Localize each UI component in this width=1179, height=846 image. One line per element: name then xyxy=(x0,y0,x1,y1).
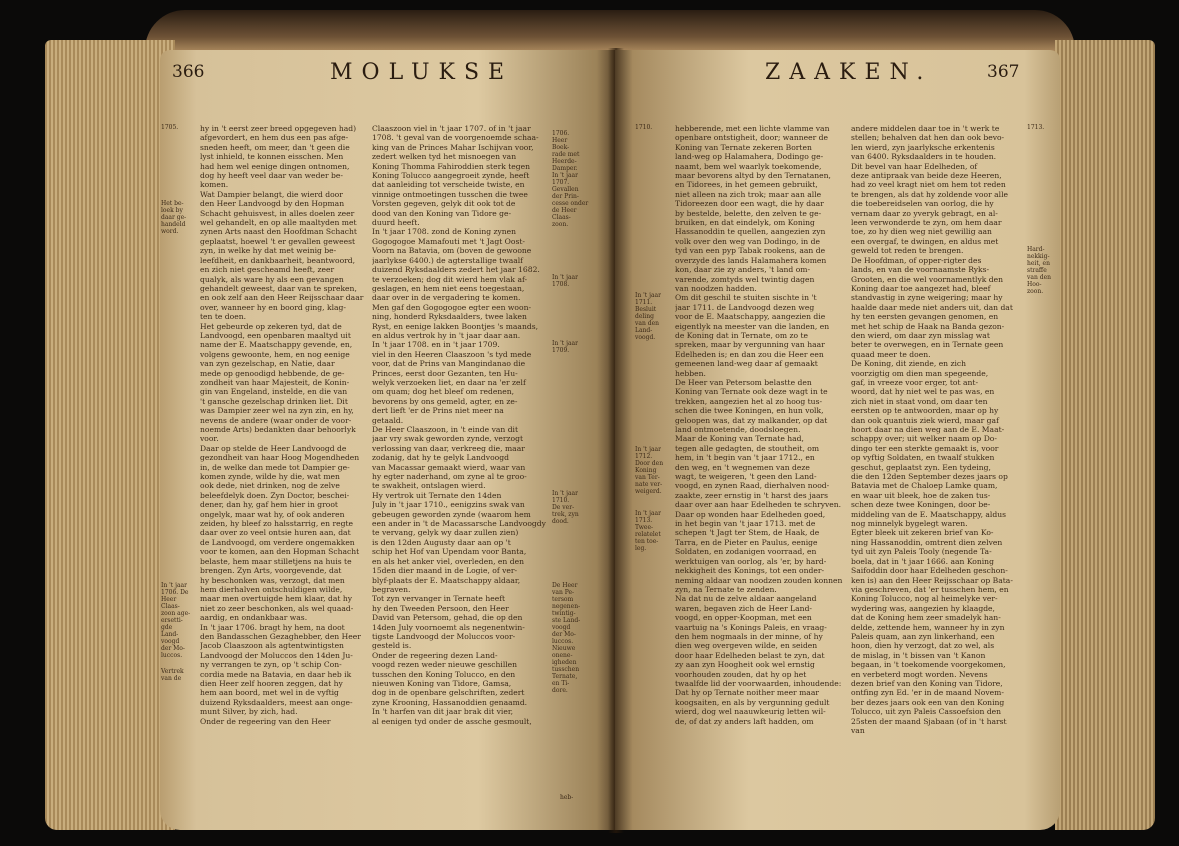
text-line: jaar vry swak geworden zynde, verzogt xyxy=(372,434,523,444)
text-line: zyn, in welke hy dat met weinig be- xyxy=(200,246,337,256)
text-line: duizend Ryksdaalders, meest aan onge- xyxy=(200,697,353,707)
text-line: den Bandasschen Gezaghebber, den Heer xyxy=(200,631,361,641)
text-line: komen. xyxy=(200,180,229,190)
text-line: gehandelt geweest, daar van te spreken, xyxy=(200,283,357,293)
margin-note: Hard- nekkig- heit, en straffe van den Hoo- zoon. xyxy=(1027,246,1051,295)
text-line: delde, zettende hem, wanneer hy in zyn xyxy=(851,622,1005,632)
margin-note: 1710. xyxy=(635,124,653,131)
text-line: Hassanoddin te quellen, aangezien zyn xyxy=(675,227,826,237)
text-line: Batavia met de Chaloep Lamke quam, xyxy=(851,481,998,491)
text-line: den weg, en 't wegnemen van deze xyxy=(675,462,810,472)
text-line: Koning daar toe aangezet had, bleef xyxy=(851,283,991,293)
catchword: heb- xyxy=(560,794,574,801)
text-line: duizend Ryksdaalders zedert het jaar 1682. xyxy=(372,265,540,275)
text-line: hem, in 't begin van 't jaar 1712., en xyxy=(675,453,815,463)
text-line: andere middelen daar toe in 't werk te xyxy=(851,124,1000,133)
text-line: David van Petersom, gehad, die op den xyxy=(372,613,523,623)
text-line: viel in den Heeren Claaszoon 's tyd mede xyxy=(372,349,532,359)
text-line: wagt, te weigeren, 't geen den Land- xyxy=(675,472,817,482)
text-line: volk over den weg van Dodingo, in de xyxy=(675,236,820,246)
text-line: In 't harfen van dit jaar brak dit vier, xyxy=(372,707,514,717)
text-line: naamt, bem wel waarlyk toekomende, xyxy=(675,161,822,171)
text-line: verlossing van daar, verkreeg die, maar xyxy=(372,443,525,453)
text-line: vinnige ontmoetingen tusschen die twee xyxy=(372,189,528,199)
text-line: De Heer Claaszoon, in 't einde van dit xyxy=(372,425,519,434)
text-line: dingo ter een sterkte gemaakt is, voor xyxy=(851,443,999,453)
text-line: ontfing zyn Ed. 'er in de maand Novem- xyxy=(851,688,1004,698)
text-line: twaalfde lid der voorwaarden, inhoudende: xyxy=(675,678,842,688)
text-line: In 't jaar 1706. bragt hy hem, na doot xyxy=(200,622,345,632)
text-line: en ook zelf aan den Heer Reijsschaar daar xyxy=(200,293,364,303)
text-line: vernam daar zo yveryk gebragt, en al- xyxy=(851,208,998,218)
text-line: koogsaiten, en als by vergunning gedult xyxy=(675,697,830,707)
text-line: van zyn gezelschap, en Natie, daar xyxy=(200,359,335,369)
text-line: over, wanneer hy en boord ging, klag- xyxy=(200,302,346,312)
text-line: hem dierhalven ontschuldigen wilde, xyxy=(200,584,343,594)
text-line: nevens de andere (waar onder de voor- xyxy=(200,415,352,425)
text-line: had hem wel eenige dingen ontnomen, xyxy=(200,161,350,171)
text-line: de mislag, in 't bissen van 't Kanon xyxy=(851,650,986,660)
text-line: via geschreven, dat 'er tusschen hem, en xyxy=(851,584,1009,594)
text-line: voogd rezen weder nieuwe geschillen xyxy=(372,660,518,670)
text-line: tegen alle gedagten, de stoutheit, om xyxy=(675,443,820,453)
text-line: Daar op wonden haar Edelheden goed, xyxy=(675,509,826,519)
text-line: Paleis quam, aan zyn linkerhand, een xyxy=(851,631,995,641)
text-line: beleefdelyk doen. Zyn Doctor, beschei- xyxy=(200,490,350,500)
text-line: die den 12den September dezes jaars op xyxy=(851,472,1008,482)
text-line: om quam; dog het bleef om redenen, xyxy=(372,387,515,397)
text-line: Onder de regeering dezen Land- xyxy=(372,650,498,660)
text-line: duurd heeft. xyxy=(372,218,420,228)
text-line: belaste, hem maar stilletjens na huis te xyxy=(200,556,352,566)
text-line: Jacob Claaszoon als agtentwintigsten xyxy=(200,641,344,651)
text-line: maar bevorens altyd by den Ternatanen, xyxy=(675,171,831,181)
text-line: mede op genoodigd hebbende, de ge- xyxy=(200,368,345,378)
text-line: standvastig in zyne weigering; maar hy xyxy=(851,293,1003,303)
text-line: nog minnelyk bygelegt waren. xyxy=(851,519,968,529)
margin-note: 1705. xyxy=(161,124,179,131)
margin-note: In 't jaar 1712. Door den Koning van Ter- nate ver- weigerd. xyxy=(635,446,664,495)
text-column-left xyxy=(675,124,845,774)
text-line: hy in 't eerst zeer breed opgegeven had) xyxy=(200,124,357,133)
margin-note: 1706. Heer Boek- rade met Heerde- Damper. In 't jaar 1707. Gevallen der Prin- cesse onder de Heer Claas- zoon. xyxy=(552,130,589,228)
text-line: de, of dat zy anders laft hadden, om xyxy=(675,716,814,726)
text-line: en waar uit bleek, hoe de zaken tus- xyxy=(851,490,991,500)
text-line: had zo veel kragt niet om hem tot reden xyxy=(851,180,1006,190)
text-line: De Hoofdman, of opper-rigter des xyxy=(851,255,982,265)
text-line: gezondheit van haar Hoog Mogendheden xyxy=(200,453,360,463)
text-line: De Koning, dit ziende, en zich xyxy=(851,359,967,369)
text-line: Tot zyn vervanger in Ternate heeft xyxy=(372,594,506,604)
text-line: voogd, en zynen Raad, dierhalven nood- xyxy=(675,481,830,491)
text-line: dien weg overgeven wilde, en seiden xyxy=(675,641,818,651)
text-line: afgevordert, en hem dus een pas afge- xyxy=(200,133,349,143)
text-line: gin van Engeland, instelde, en die van xyxy=(200,387,348,397)
text-line: ning Hassanoddin, omtrent dien zelven xyxy=(851,537,1003,547)
text-line: De Heer van Petersom belastte den xyxy=(675,377,812,387)
text-line: voorzigtig om dien man spegeende, xyxy=(851,368,989,378)
text-column-right xyxy=(851,124,1021,774)
text-line: gebeugen geworden zynde (waarom hem xyxy=(372,509,531,519)
text-line: op vyftig Soldaten, en twaalf stukken xyxy=(851,453,995,463)
text-line: hem aan boord, met wel in de vyftig xyxy=(200,688,339,698)
text-line: die toebereidselen van oorlog, die hy xyxy=(851,199,994,209)
text-line: Tarra, en de Pieter en Paulus, eenige xyxy=(675,537,818,547)
text-line: openbare ontstigheit, door; wanneer de xyxy=(675,133,828,143)
text-line: land ontmoetende, doodsloegen. xyxy=(675,425,801,434)
margin-note: In 't jaar 1711. Besluit deling van den Land- voogd. xyxy=(635,292,661,341)
text-line: nieuwen Koning van Tidore, Gamsa, xyxy=(372,678,512,688)
text-line: geplaatst, hoewel 't er gevallen geweest xyxy=(200,236,356,246)
text-line: en als het anker viel, overleden, en den xyxy=(372,556,524,566)
text-line: Gogogogoe Mamafouti met 't Jagt Oost- xyxy=(372,236,525,246)
text-line: Vorsten gegeven, gelyk dit ook tot de xyxy=(372,199,516,209)
text-line: in het begin van 't jaar 1713. met de xyxy=(675,519,816,529)
text-line: te verzoeken; dog dit wierd hem vlak af- xyxy=(372,274,528,284)
text-line: haalde daar mede niet anders uit, dan dat xyxy=(851,302,1013,312)
text-line: wierd, dog wel naauwkeurig letten wil- xyxy=(675,707,826,717)
margin-note: Vertrek van de xyxy=(161,668,184,682)
text-line: Landvoogd der Moluccos den 14den Ju- xyxy=(200,650,353,660)
right-page-stack xyxy=(1055,40,1155,830)
text-line: 't gansche gezelschap drinken liet. Dit xyxy=(200,396,348,406)
text-line: overzyde des lands Halamahera komen xyxy=(675,255,827,265)
text-column-left xyxy=(200,124,368,784)
text-line: en Tidorees, in het gemeen gebruikt, xyxy=(675,180,818,190)
text-line: schen die twee Koningen, en hun volk, xyxy=(675,406,824,416)
text-line: dener, dan hy, gaf hem hier in groot xyxy=(200,500,338,510)
text-line: niet zo zeer beschonken, als wel quaad- xyxy=(200,603,354,613)
text-line: July in 't jaar 1710., eenigzins swak van xyxy=(372,500,525,510)
margin-note: In 't jaar 1706. De Heer Claas- zoon age- ersetti- gde Land- voogd der Mo- luccos. xyxy=(161,582,191,659)
text-line: Dit bevel van haar Edelheden, of xyxy=(851,161,978,171)
text-line: den Heer Landvoogd by den Hopman xyxy=(200,199,345,209)
text-line: zodanig, dat hy te gelyk Landvoogd xyxy=(372,453,509,463)
text-line: Men gaf den Gogogogoe egter een woon- xyxy=(372,302,532,312)
text-line: voogd, en opper-Koopman, met een xyxy=(675,613,812,623)
text-line: jaar 1711. de Landvoogd dezen weg xyxy=(675,302,815,312)
text-line: hebberende, met een lichte vlamme van xyxy=(675,124,830,133)
text-line: Soldaten, en zodanigen voorraad, en xyxy=(675,547,817,557)
text-line: geweld tot reden te brengen. xyxy=(851,246,964,256)
text-line: is den 12den Augusty daar aan op 't xyxy=(372,537,511,547)
text-line: zyn, na Ternate te zenden. xyxy=(675,584,777,594)
text-line: tyd van een pyp Tabak rookens, aan de xyxy=(675,246,826,256)
margin-note: De Heer van Pe- tersom negenen- twintig- ste Land- voogd der Mo- luccos. Nieuwe onene- igheden tusschen Ternate, en Ti- dore. xyxy=(552,582,581,694)
text-line: zaakte, zeer ernstig in 't harst des jaars xyxy=(675,490,829,500)
text-line: Tidoreezen door een wagt, die hy daar xyxy=(675,199,824,209)
text-line: dat aanleiding tot verscheide twiste, en xyxy=(372,180,525,190)
text-line: spreken, maar by vergunning van haar xyxy=(675,340,825,350)
text-line: Saifoddin door haar Edelheden geschon- xyxy=(851,566,1008,576)
text-line: en zich niet gescheamd heeft, zeer xyxy=(200,265,335,275)
text-line: sneden heeft, om meer, dan 't geen die xyxy=(200,142,350,152)
text-line: de Koning dat in Ternate, om zo te xyxy=(675,330,808,340)
text-line: hy ten eersten gevangen genomen, en xyxy=(851,312,999,322)
text-line: Egter bleek uit zekeren brief van Ko- xyxy=(851,528,994,538)
text-line: schen deze twee Koningen, door be- xyxy=(851,500,991,510)
text-line: een ander in 't de Macassarsche Landvoogdy xyxy=(372,519,546,529)
text-line: daar over in de vergadering te komen. xyxy=(372,293,521,303)
text-line: van Macassar gemaakt wierd, waar van xyxy=(372,462,526,472)
text-line: komen zynde, wilde hy die, wat men xyxy=(200,472,340,482)
text-line: ken is) aan den Heer Reijsschaar op Bata- xyxy=(851,575,1013,585)
text-line: hoort daar na dien weg aan de E. Maat- xyxy=(851,425,1005,434)
text-line: dat de Koning hem zeer smadelyk han- xyxy=(851,613,1001,623)
text-line: cordia mede na Batavia, en daar heb ik xyxy=(200,669,352,679)
text-line: 25sten der maand Sjabaan (of in 't harst xyxy=(851,716,1007,726)
text-line: Koning Thomma Fahiroddien sterk tegen xyxy=(372,161,531,171)
text-line: nekkigheit des Konings, tot een onder- xyxy=(675,566,825,576)
text-line: lyst inhield, te konnen eisschen. Men xyxy=(200,152,344,162)
margin-note: In 't jaar 1713. Twee- relatelet ten toe- leg. xyxy=(635,510,661,552)
right-page xyxy=(615,50,1060,830)
text-line: trekken, aangezien het al zo hoog tus- xyxy=(675,396,823,406)
text-line: aardig, en ondankbaar was. xyxy=(200,613,308,623)
text-line: deze antipraak van beide deze Heeren, xyxy=(851,171,1002,181)
text-line: schip het Hof van Upendam voor Banta, xyxy=(372,547,527,557)
text-line: hebben. xyxy=(675,368,706,378)
text-line: voor de E. Maatschappy, aangezien die xyxy=(675,312,826,322)
text-line: quaad meer te doen. xyxy=(851,349,931,359)
text-line: van 6400. Ryksdaalders in te houden. xyxy=(851,152,996,162)
text-line: den wierd, om daar zyn misslag wat xyxy=(851,330,990,340)
text-line: Koning van Ternate zekeren Borten xyxy=(675,142,812,152)
page-header: ZAAKEN. xyxy=(765,60,933,85)
margin-note: 1713. xyxy=(1027,124,1045,131)
text-line: In 't jaar 1708. zond de Koning zynen xyxy=(372,227,517,237)
text-line: Maar de Koning van Ternate had, xyxy=(675,434,804,444)
text-line: hoon, dien hy verzogt, dat zo wel, als xyxy=(851,641,995,651)
text-line: ten te doen. xyxy=(200,312,247,322)
text-line: Onder de regeering van den Heer xyxy=(200,716,331,726)
text-line: Dat hy op Ternate noither meer maar xyxy=(675,688,819,698)
text-line: by bestelde, belette, den zelven te ge- xyxy=(675,208,822,218)
open-book xyxy=(20,0,1170,846)
text-line: zondheit van haar Majesteit, de Konin- xyxy=(200,377,350,387)
text-line: zich niet in staat vond, om daar ten xyxy=(851,396,988,406)
left-page xyxy=(160,50,615,830)
text-line: schappy over; uit welker naam op Do- xyxy=(851,434,997,444)
text-line: king van de Princes Mahar Ischijvan voor, xyxy=(372,142,534,152)
text-line: varende, zomtyds wel twintig dagen xyxy=(675,274,815,284)
text-line: Hy vertrok uit Ternate den 14den xyxy=(372,490,502,500)
text-line: 15den dier maand in de Logie, of ver- xyxy=(372,566,518,576)
text-line: geslagen, en hem niet eens toegestaan, xyxy=(372,283,525,293)
text-line: In 't jaar 1708. en in 't jaar 1709. xyxy=(372,340,500,350)
text-line: volgens gewoonte, hem, en nog eenige xyxy=(200,349,350,359)
left-page-stack xyxy=(45,40,175,830)
text-line: gesteld is. xyxy=(372,641,412,651)
text-line: zyne Krooning, Hassanoddien genaamd. xyxy=(372,697,528,707)
text-line: bruiken, en dat eindelyk, om Koning xyxy=(675,218,815,228)
text-line: wel gehandelt, en op alle maaltyden met xyxy=(200,218,357,228)
text-line: toe, zo hy dien weg niet gewillig aan xyxy=(851,227,992,237)
text-line: kon, daar zie zy anders, 't land om- xyxy=(675,265,811,275)
text-line: Schacht gehuisvest, in alles doelen zeer xyxy=(200,208,355,218)
text-line: te swakheit, ontslagen wierd. xyxy=(372,481,486,491)
text-line: een overgaf, te dwingen, en aldus met xyxy=(851,236,999,246)
text-line: boela, dat in 't jaar 1666. aan Koning xyxy=(851,556,994,566)
text-line: Tolucco, uit zyn Paleis Cassoefsion den xyxy=(851,707,1002,717)
text-column-right xyxy=(372,124,548,804)
text-line: Princes, eerst door Gezanten, ten Hu- xyxy=(372,368,518,378)
margin-note: In 't jaar 1708. xyxy=(552,274,578,288)
text-line: Ryst, en eenige lakken Boontjes 's maands, xyxy=(372,321,539,331)
text-line: Koning van Ternate ook deze wagt in te xyxy=(675,387,828,397)
text-line: blyf-plaats der E. Maatschappy aldaar, xyxy=(372,575,521,585)
text-line: vaartuig na 's Konings Paleis, en vraag- xyxy=(675,622,827,632)
text-line: Koning Tolucco, nog al heimelyke ver- xyxy=(851,594,998,604)
text-line: ook dede, niet drinken, nog de zelve xyxy=(200,481,340,491)
text-line: met het schip de Haak na Banda gezon- xyxy=(851,321,1005,331)
text-line: bevorens by ons gemeld, agter, en ze- xyxy=(372,396,518,406)
text-line: stellen; behalven dat hen dan ook bevo- xyxy=(851,133,1005,143)
text-line: zy aan zyn Hoogheit ook wel ernstig xyxy=(675,660,815,670)
text-line: hy beschonken was, verzogt, dat men xyxy=(200,575,345,585)
text-line: geloopen was, dat zy malkander, op dat xyxy=(675,415,828,425)
text-line: dan ook quantuis ziek wierd, maar gaf xyxy=(851,415,999,425)
text-line: tusschen den Koning Tolucco, en den xyxy=(372,669,516,679)
text-line: brengen. Zyn Arts, voorgevende, dat xyxy=(200,566,342,576)
text-line: door haar Edelheden belast te zyn, dat xyxy=(675,650,825,660)
text-line: land-weg op Halamahera, Dodingo ge- xyxy=(675,152,824,162)
text-line: voor te komen, aan den Hopman Schacht xyxy=(200,547,360,557)
text-line: beter te overwegen, en in Ternate geen xyxy=(851,340,1004,350)
text-line: hy egter naderhand, om zyne al te groo- xyxy=(372,472,527,482)
text-line: en aldus vertrok hy in 't jaar daar aan. xyxy=(372,330,521,340)
text-line: voor. xyxy=(200,434,219,444)
text-line: was Dampier zeer wel na zyn zin, en hy, xyxy=(200,406,354,416)
text-line: gemeenen land-weg daar af gemaakt xyxy=(675,359,818,369)
text-line: eigentlyk na meester van die landen, en xyxy=(675,321,830,331)
text-line: leefdheit, en dankbaarheit, beantwoord, xyxy=(200,255,356,265)
text-line: zeiden, hy bleef zo halsstarrig, en regte xyxy=(200,519,354,529)
text-line: ning, honderd Ryksdaalders, twee laken xyxy=(372,312,527,322)
text-line: wydering was, aangezien hy klaagde, xyxy=(851,603,995,613)
text-line: geschut, geplaatst zyn. Een tydeing, xyxy=(851,462,991,472)
text-line: 14den July voornoemt als negenentwin- xyxy=(372,622,525,632)
text-line: Koning Tolucco aangegroeit zynde, heeft xyxy=(372,171,530,181)
text-line: qualyk, als ware hy als een gevangen xyxy=(200,274,344,284)
text-line: gaf, in vreeze voor erger, tot ant- xyxy=(851,377,979,387)
text-line: Edelheden is; en dan zou die Heer een xyxy=(675,349,824,359)
text-line: Grooten, en die wel voornamentlyk den xyxy=(851,274,1004,284)
text-line: hy den Tweeden Persoon, den Heer xyxy=(372,603,509,613)
text-line: begraven. xyxy=(372,584,411,594)
text-line: voor, dat de Prins van Mangindanao die xyxy=(372,359,526,369)
text-line: leen verwonderde te zyn, om hem daar xyxy=(851,218,1002,228)
text-line: Het gebeurde op zekeren tyd, dat de xyxy=(200,321,342,331)
text-line: de Landvoogd, om verdere ongemakken xyxy=(200,537,355,547)
text-line: en verbeterd mogt worden. Nevens xyxy=(851,669,988,679)
text-line: schepen 't Jagt ter Stem, de Haak, de xyxy=(675,528,820,538)
text-line: van xyxy=(851,726,865,735)
text-line: len wierd, zyn jaarlyksche erkentenis xyxy=(851,142,995,152)
text-line: Landvoogd, een openbaren maaltyd uit xyxy=(200,330,351,340)
text-line: dog in de openbare gelschriften, zedert xyxy=(372,688,525,698)
text-line: Voorn na Batavia, om (boven de gewoone xyxy=(372,246,532,256)
text-line: munt Silver, by zich, had. xyxy=(200,707,298,717)
page-number: 366 xyxy=(172,62,205,82)
text-line: Claaszoon viel in 't jaar 1707. of in 't jaar xyxy=(372,124,531,133)
text-line: den hem nogmaals in der minne, of hy xyxy=(675,631,823,641)
text-line: al eenigen tyd onder de assche gesmoult, xyxy=(372,716,532,726)
margin-note: In 't jaar 1709. xyxy=(552,340,578,354)
margin-note: Het be- loek by daar ge- handeld word. xyxy=(161,200,187,235)
text-line: noemde Arts) bedankten daar behoorlyk xyxy=(200,425,356,434)
text-line: woord, dat hy niet wel te pas was, en xyxy=(851,387,995,397)
text-line: dood van den Koning van Tidore ge- xyxy=(372,208,512,218)
text-line: tyd uit zyn Paleis Tooly (negende Ta- xyxy=(851,547,992,557)
text-line: welyk verzoeken liet, en daar na 'er zelf xyxy=(372,377,526,387)
text-line: Om dit geschil te stuiten sischte in 't xyxy=(675,293,817,303)
text-line: ber dezes jaars ook een van den Koning xyxy=(851,697,1005,707)
text-line: begaan, in 't toekomende voorgekomen, xyxy=(851,660,1006,670)
page-header: MOLUKSE xyxy=(330,60,514,85)
text-line: dert lieft 'er de Prins niet meer na xyxy=(372,406,504,416)
text-line: in, de welke dan mede tot Dampier ge- xyxy=(200,462,350,472)
text-line: tigste Landvoogd der Moluccos voor- xyxy=(372,631,516,641)
text-line: jaarlykse 6400.) de agterstallige twaalf xyxy=(372,255,523,265)
text-line: waren, begaven zich de Heer Land- xyxy=(675,603,812,613)
text-line: van noodzen hadden. xyxy=(675,283,757,293)
text-line: name der E. Maatschappy gevende, en, xyxy=(200,340,353,350)
text-line: dezen brief van den Koning van Tidore, xyxy=(851,678,1003,688)
text-line: Na dat nu de zelve aldaar aangeland xyxy=(675,594,817,604)
text-line: Daar op stelde de Heer Landvoogd de xyxy=(200,443,347,453)
text-line: Wat Dampier belangt, die wierd door xyxy=(200,189,343,199)
text-line: getaald. xyxy=(372,415,404,425)
text-line: niet alleen na zich trok; maar aan alle xyxy=(675,189,822,199)
text-line: zedert welken tyd het misnoegen van xyxy=(372,152,517,162)
text-line: ongelyk, maar wat hy, of ook anderen xyxy=(200,509,345,519)
text-line: neming aldaar van noodzen zouden konnen xyxy=(675,575,843,585)
text-line: te brengen, als dat hy zoldende voor alle xyxy=(851,189,1008,199)
text-line: lands, en van de voornaamste Ryks- xyxy=(851,265,990,275)
text-line: daar over zo veel ontsie huren aan, dat xyxy=(200,528,351,538)
text-line: ny verrangen te zyn, op 't schip Con- xyxy=(200,660,342,670)
text-line: daar over aan haar Edelheden te schryven. xyxy=(675,500,842,510)
text-line: voorhouden zouden, dat hy op het xyxy=(675,669,807,679)
margin-note: In 't jaar 1710. De ver- trek, zyn dood. xyxy=(552,490,579,525)
text-line: te vervang, gelyk wy daar zullen zien) xyxy=(372,528,519,538)
text-line: dog hy heeft veel daar van weder be- xyxy=(200,171,343,181)
text-line: dien Heer zelf hooren zeggen, dat hy xyxy=(200,678,343,688)
text-line: middeling van de E. Maatschappy, aldus xyxy=(851,509,1007,519)
text-line: werktuigen van oorlog, als 'er, by hard- xyxy=(675,556,827,566)
page-number: 367 xyxy=(987,62,1020,82)
text-line: zynen Arts naast den Hoofdman Schacht xyxy=(200,227,357,237)
text-line: eersten op te antwoorden, maar op hy xyxy=(851,406,999,416)
text-line: maar men overtuigde hem klaar, dat hy xyxy=(200,594,353,604)
text-line: 1708. 't geval van de voorgenoemde schaa- xyxy=(372,133,539,143)
